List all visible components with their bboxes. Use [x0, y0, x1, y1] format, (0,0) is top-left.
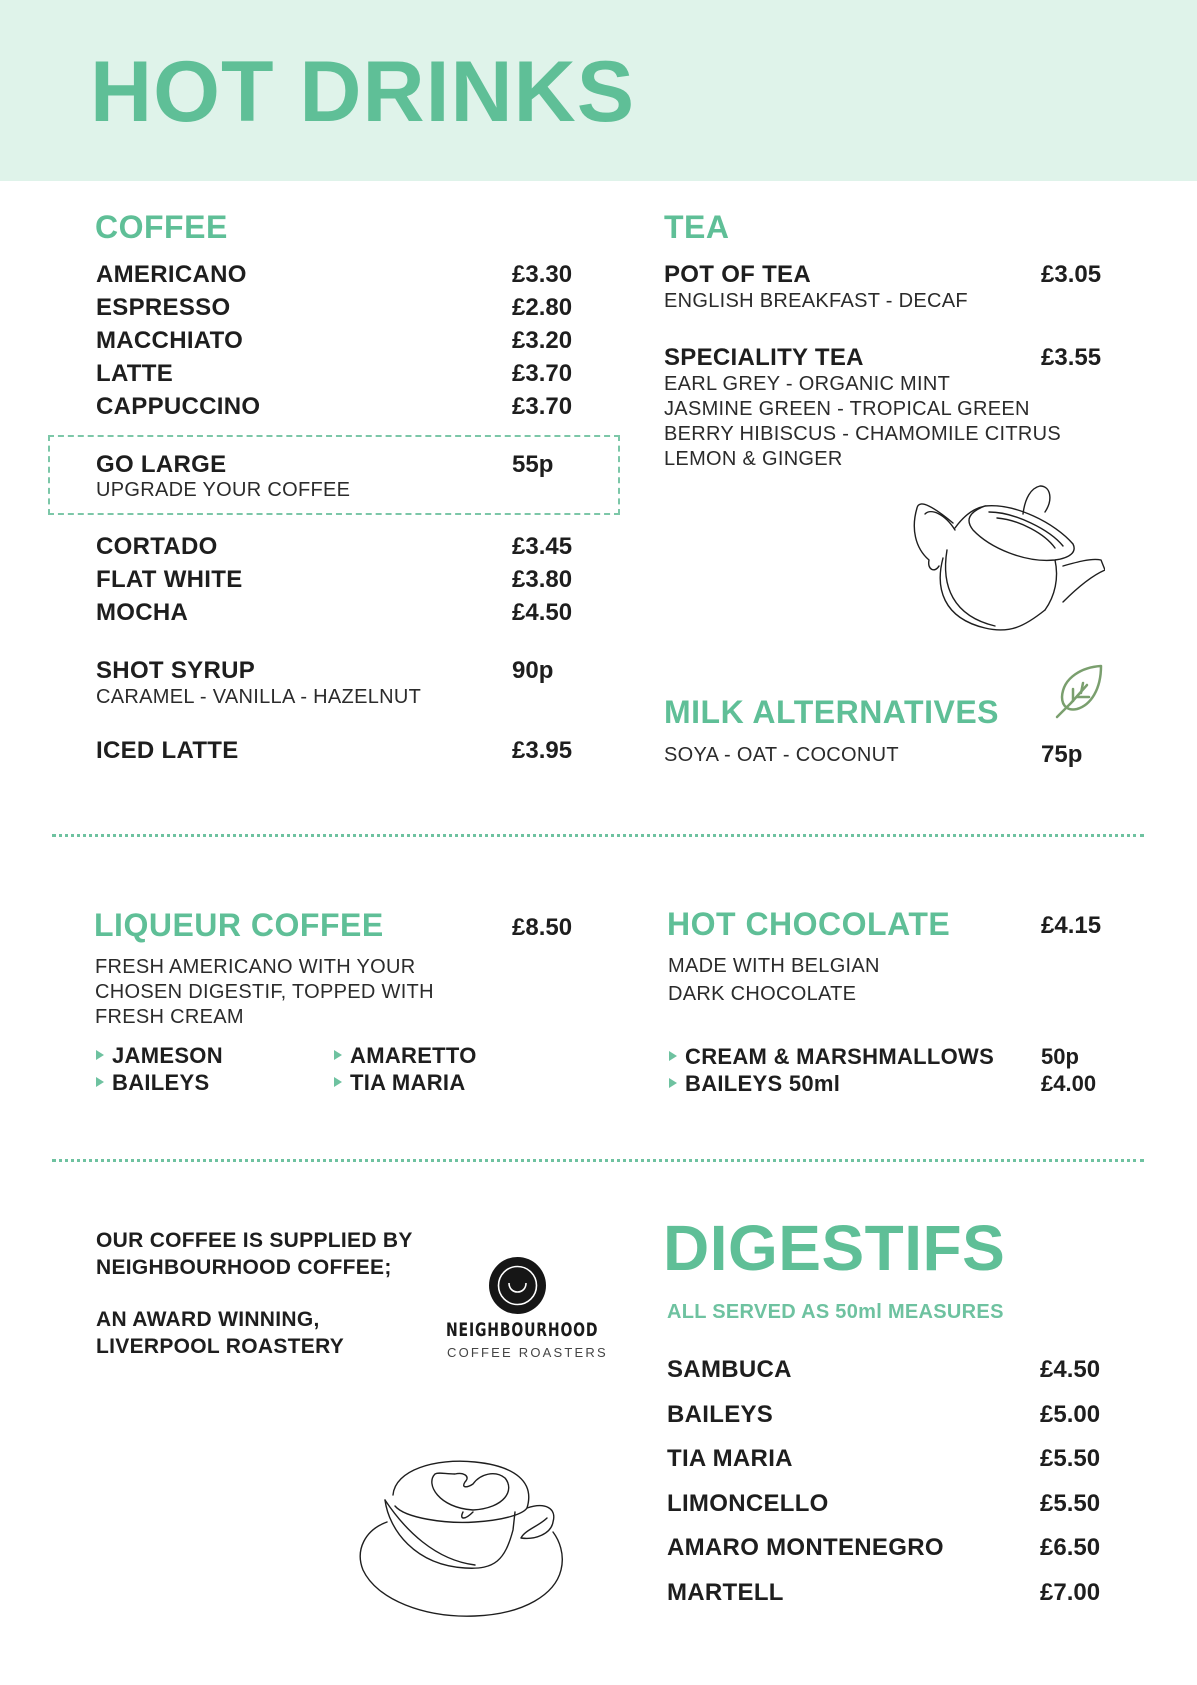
- digestif-price: £5.00: [1040, 1401, 1101, 1428]
- digestif-price: £5.50: [1040, 1445, 1101, 1472]
- digestif-price: £6.50: [1040, 1534, 1101, 1561]
- logo-wordmark: NEIGHBOURHOOD: [446, 1319, 599, 1341]
- hot-chocolate-description: DARK CHOCOLATE: [668, 983, 857, 1005]
- go-large-note: UPGRADE YOUR COFFEE: [96, 479, 351, 501]
- section-divider: [52, 834, 1144, 837]
- pot-of-tea-name: POT OF TEA: [664, 261, 811, 288]
- hot-chocolate-extra-price: £4.00: [1041, 1071, 1097, 1096]
- hot-chocolate-heading: HOT CHOCOLATE: [667, 906, 951, 942]
- neighbourhood-logo-icon: [489, 1257, 546, 1314]
- speciality-tea-price: £3.55: [1041, 344, 1102, 371]
- hot-chocolate-extra: CREAM & MARSHMALLOWS: [669, 1043, 994, 1071]
- teapot-icon: [905, 478, 1105, 638]
- smile-icon: [489, 1257, 546, 1314]
- liqueur-description: FRESH CREAM: [95, 1006, 244, 1028]
- digestifs-subheading: ALL SERVED AS 50ml MEASURES: [667, 1301, 1004, 1323]
- hot-chocolate-extra-price: 50p: [1041, 1044, 1079, 1069]
- milk-alternatives-heading: MILK ALTERNATIVES: [664, 694, 999, 730]
- go-large-price: 55p: [512, 451, 554, 478]
- menu-item-price: £3.70: [512, 393, 573, 420]
- digestif-name: SAMBUCA: [667, 1356, 792, 1383]
- shot-syrup-price: 90p: [512, 657, 554, 684]
- liqueur-option: JAMESON: [96, 1042, 223, 1070]
- supplier-text: LIVERPOOL ROASTERY: [96, 1335, 345, 1358]
- speciality-tea-note: BERRY HIBISCUS - CHAMOMILE CITRUS: [664, 423, 1061, 445]
- menu-item-name: ESPRESSO: [96, 294, 231, 321]
- digestif-name: MARTELL: [667, 1579, 784, 1606]
- leaf-icon: [1055, 663, 1105, 719]
- bullet-icon: [96, 1050, 104, 1060]
- menu-item-name: MOCHA: [96, 599, 189, 626]
- digestif-price: £4.50: [1040, 1356, 1101, 1383]
- digestif-price: £7.00: [1040, 1579, 1101, 1606]
- digestif-name: AMARO MONTENEGRO: [667, 1534, 944, 1561]
- digestif-name: TIA MARIA: [667, 1445, 793, 1472]
- speciality-tea-note: LEMON & GINGER: [664, 448, 843, 470]
- shot-syrup-note: CARAMEL - VANILLA - HAZELNUT: [96, 686, 422, 708]
- hot-chocolate-extra: BAILEYS 50ml: [669, 1070, 840, 1098]
- menu-item-price: £3.45: [512, 533, 573, 560]
- tea-heading: TEA: [664, 209, 730, 245]
- bullet-icon: [669, 1051, 677, 1061]
- menu-item-price: £4.50: [512, 599, 573, 626]
- menu-item-name: AMERICANO: [96, 261, 247, 288]
- hot-chocolate-price: £4.15: [1041, 912, 1102, 939]
- menu-item-name: CORTADO: [96, 533, 218, 560]
- go-large-name: GO LARGE: [96, 451, 227, 478]
- menu-item-price: £2.80: [512, 294, 573, 321]
- liqueur-option: TIA MARIA: [334, 1069, 466, 1097]
- liqueur-description: CHOSEN DIGESTIF, TOPPED WITH: [95, 981, 434, 1003]
- section-divider: [52, 1159, 1144, 1162]
- milk-options: SOYA - OAT - COCONUT: [664, 744, 899, 766]
- pot-of-tea-price: £3.05: [1041, 261, 1102, 288]
- liqueur-coffee-price: £8.50: [512, 914, 573, 941]
- pot-of-tea-note: ENGLISH BREAKFAST - DECAF: [664, 290, 968, 312]
- bullet-icon: [96, 1077, 104, 1087]
- milk-price: 75p: [1041, 741, 1083, 768]
- iced-latte-name: ICED LATTE: [96, 737, 239, 764]
- bullet-icon: [334, 1077, 342, 1087]
- menu-item-price: £3.30: [512, 261, 573, 288]
- iced-latte-price: £3.95: [512, 737, 573, 764]
- supplier-text: NEIGHBOURHOOD COFFEE;: [96, 1256, 392, 1279]
- digestifs-heading: DIGESTIFS: [663, 1212, 1006, 1284]
- coffee-cup-icon: [355, 1450, 575, 1625]
- supplier-text: AN AWARD WINNING,: [96, 1308, 320, 1331]
- logo-tagline: COFFEE ROASTERS: [447, 1345, 608, 1360]
- menu-item-name: LATTE: [96, 360, 174, 387]
- speciality-tea-note: EARL GREY - ORGANIC MINT: [664, 373, 951, 395]
- digestif-price: £5.50: [1040, 1490, 1101, 1517]
- bullet-icon: [334, 1050, 342, 1060]
- speciality-tea-note: JASMINE GREEN - TROPICAL GREEN: [664, 398, 1030, 420]
- digestif-name: LIMONCELLO: [667, 1490, 829, 1517]
- supplier-text: OUR COFFEE IS SUPPLIED BY: [96, 1229, 413, 1252]
- menu-item-price: £3.80: [512, 566, 573, 593]
- menu-item-price: £3.70: [512, 360, 573, 387]
- shot-syrup-name: SHOT SYRUP: [96, 657, 256, 684]
- liqueur-option: AMARETTO: [334, 1042, 477, 1070]
- digestif-name: BAILEYS: [667, 1401, 774, 1428]
- liqueur-option: BAILEYS: [96, 1069, 209, 1097]
- menu-item-name: FLAT WHITE: [96, 566, 243, 593]
- page-title: HOT DRINKS: [90, 44, 636, 140]
- menu-item-name: MACCHIATO: [96, 327, 244, 354]
- bullet-icon: [669, 1078, 677, 1088]
- menu-item-price: £3.20: [512, 327, 573, 354]
- menu-item-name: CAPPUCCINO: [96, 393, 261, 420]
- liqueur-coffee-heading: LIQUEUR COFFEE: [94, 907, 384, 943]
- coffee-heading: COFFEE: [95, 209, 228, 245]
- liqueur-description: FRESH AMERICANO WITH YOUR: [95, 956, 416, 978]
- hot-chocolate-description: MADE WITH BELGIAN: [668, 955, 880, 977]
- speciality-tea-name: SPECIALITY TEA: [664, 344, 864, 371]
